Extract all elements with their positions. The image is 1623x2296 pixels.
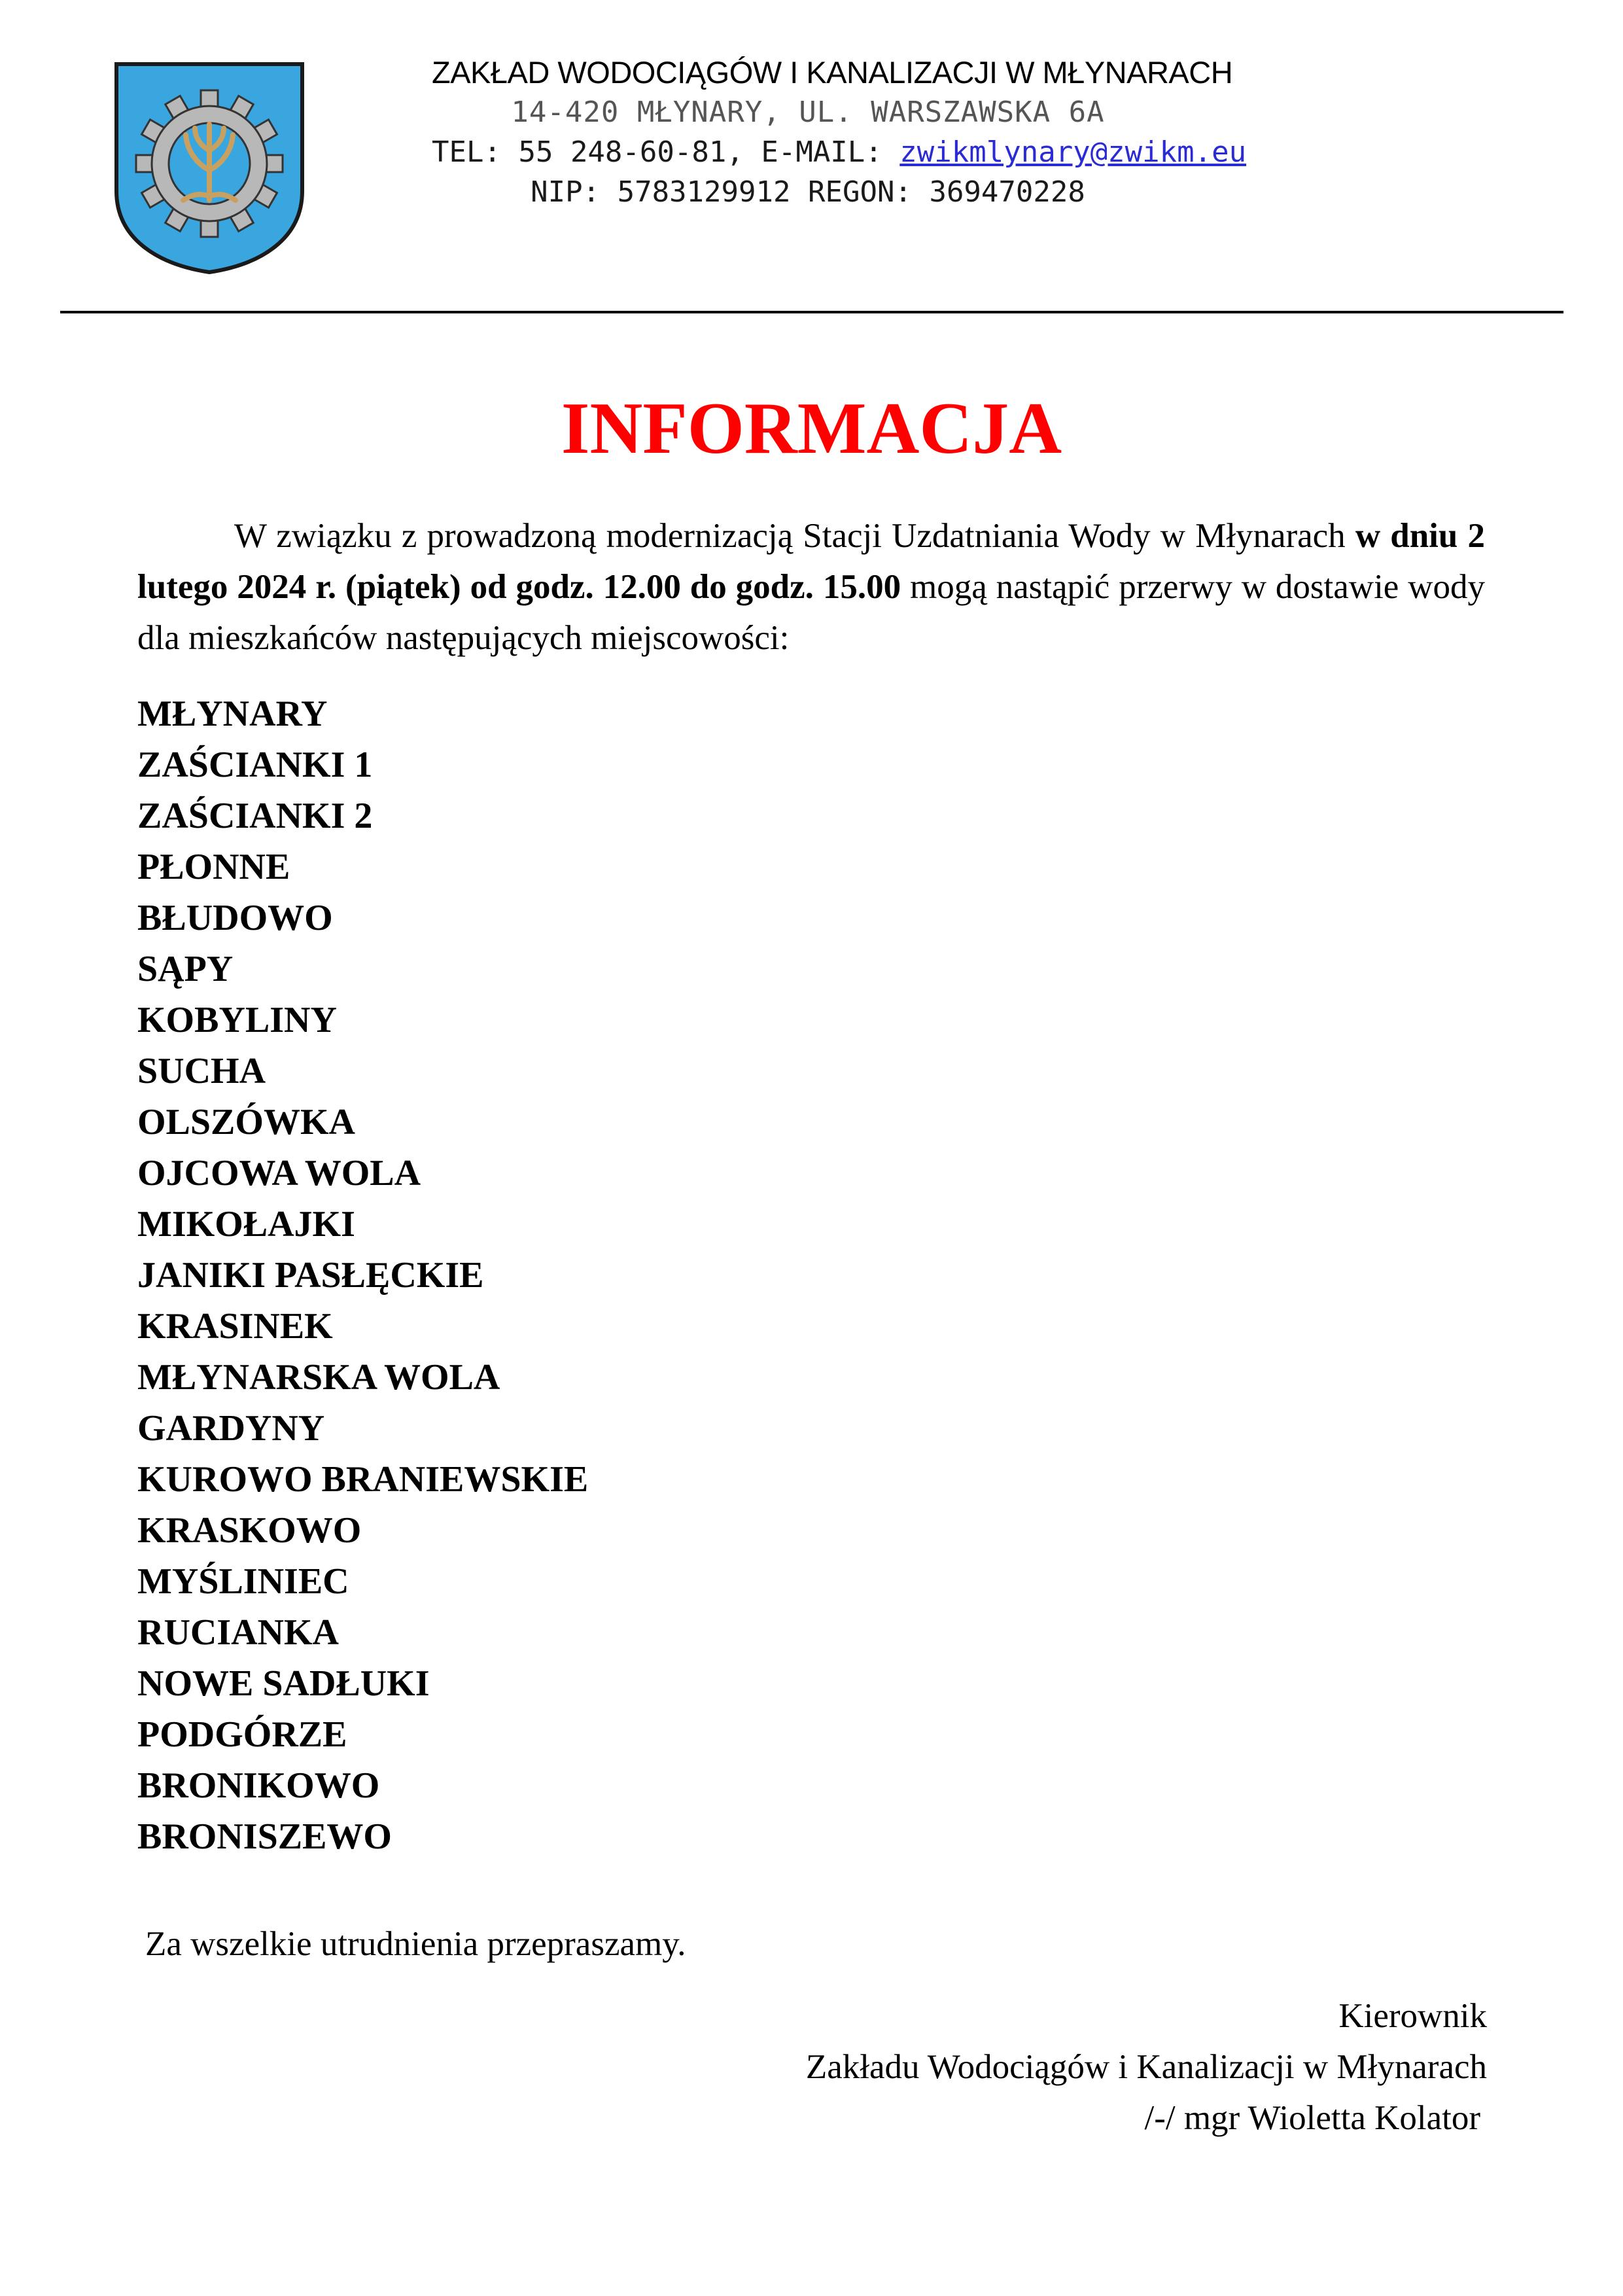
list-item: MYŚLINIEC xyxy=(137,1561,349,1602)
apology-text: Za wszelkie utrudnienia przepraszamy. xyxy=(145,1925,686,1963)
registry-ids xyxy=(432,172,1184,212)
list-item: MIKOŁAJKI xyxy=(137,1204,355,1245)
header-divider xyxy=(60,311,1563,313)
list-item: MŁYNARY xyxy=(137,694,328,734)
page-title: INFORMACJA xyxy=(561,388,1062,469)
regon-label: REGON: xyxy=(808,175,912,209)
email-label: E-MAIL: xyxy=(761,135,882,169)
list-item: OLSZÓWKA xyxy=(137,1102,355,1142)
list-item: BRONISZEWO xyxy=(137,1816,392,1857)
coat-of-arms-icon xyxy=(111,60,307,276)
list-item: KOBYLINY xyxy=(137,1000,337,1040)
notice-emphasis: w dniu 2 lutego 2024 r. (piątek) od godz. 12.00 do godz. 15.00 xyxy=(137,517,1485,606)
list-item: JANIKI PASŁĘCKIE xyxy=(137,1255,484,1296)
nip-value: 5783129912 xyxy=(617,175,791,209)
list-item: BRONIKOWO xyxy=(137,1765,380,1806)
list-item: BŁUDOWO xyxy=(137,898,333,938)
signature-role: Kierownik xyxy=(1338,1997,1487,2035)
contact-line xyxy=(432,132,1247,172)
list-item: SUCHA xyxy=(137,1051,266,1091)
notice-intro: W związku z prowadzoną modernizacją Stacji Uzdatniania Wody w Młynarach xyxy=(234,517,1346,555)
list-item: ZAŚCIANKI 2 xyxy=(137,796,373,836)
list-item: NOWE SADŁUKI xyxy=(137,1663,430,1704)
list-item: PODGÓRZE xyxy=(137,1714,347,1755)
letterhead xyxy=(432,52,1247,212)
signature-name: /-/ mgr Wioletta Kolator xyxy=(1144,2099,1480,2137)
phone-number: 55 248-60-81, xyxy=(518,135,744,169)
organization-name: ZAKŁAD WODOCIĄGÓW I KANALIZACJI W MŁYNARACH xyxy=(432,55,1233,90)
list-item: PŁONNE xyxy=(137,847,290,887)
phone-label: TEL: xyxy=(432,135,501,169)
list-item: OJCOWA WOLA xyxy=(137,1153,421,1193)
list-item: SĄPY xyxy=(137,949,234,989)
signature-block xyxy=(806,1990,1487,2144)
list-item: RUCIANKA xyxy=(137,1612,339,1653)
list-item: KRASINEK xyxy=(137,1306,333,1347)
regon-value: 369470228 xyxy=(929,175,1085,209)
notice-rest: mogą nastąpić przerwy w dostawie wody dla mieszkańców następujących miejscowości: xyxy=(137,568,1486,657)
signature-unit: Zakładu Wodociągów i Kanalizacji w Młynarach xyxy=(805,2048,1487,2086)
list-item: KRASKOWO xyxy=(137,1510,362,1551)
list-item: GARDYNY xyxy=(137,1408,325,1449)
organization-address: 14-420 MŁYNARY, UL. WARSZAWSKA 6A xyxy=(511,96,1105,129)
list-item: ZAŚCIANKI 1 xyxy=(137,745,373,785)
email-link[interactable]: zwikmlynary@zwikm.eu xyxy=(899,135,1247,169)
notice-paragraph xyxy=(137,510,1485,663)
list-item: MŁYNARSKA WOLA xyxy=(137,1357,500,1398)
localities-list xyxy=(137,688,588,1862)
list-item: KUROWO BRANIEWSKIE xyxy=(137,1459,589,1500)
nip-label: NIP: xyxy=(531,175,601,209)
